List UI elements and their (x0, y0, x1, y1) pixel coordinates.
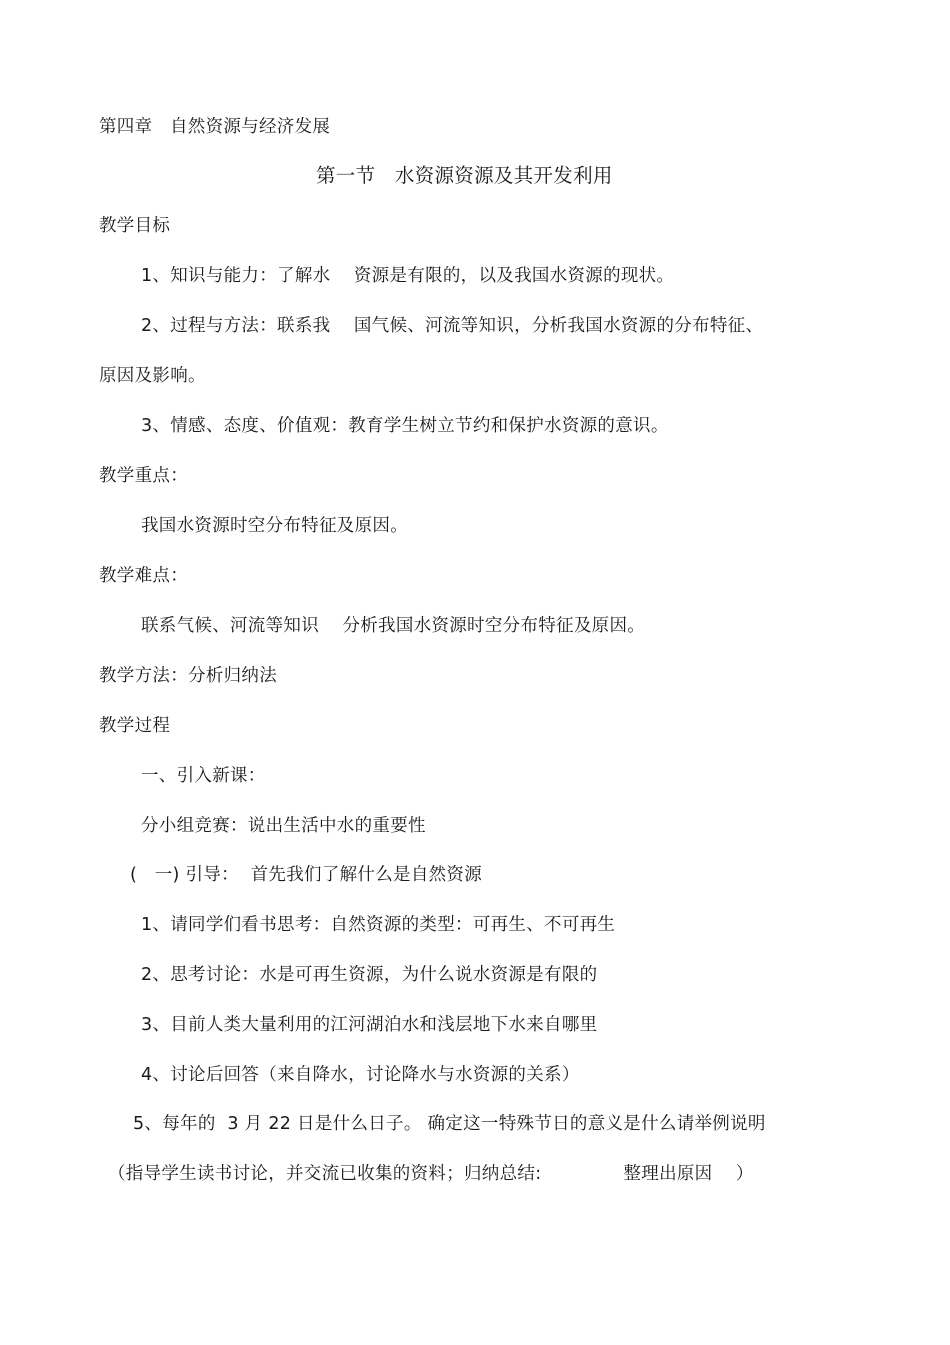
process-guide: ( 一) 引导： 首先我们了解什么是自然资源 (130, 865, 483, 885)
goal-knowledge: 1、知识与能力：了解水 资源是有限的，以及我国水资源的现状。 (141, 266, 675, 286)
teaching-goals-heading: 教学目标 (99, 216, 171, 236)
process-step-1: 1、请同学们看书思考：自然资源的类型：可再生、不可再生 (141, 915, 616, 935)
goal-attitude: 3、情感、态度、价值观：教育学生树立节约和保护水资源的意识。 (141, 416, 669, 436)
key-points-text: 我国水资源时空分布特征及原因。 (141, 516, 408, 536)
goal-process: 2、过程与方法：联系我 国气候、河流等知识，分析我国水资源的分布特征、 (141, 316, 764, 336)
section-title: 第一节 水资源资源及其开发利用 (316, 164, 613, 187)
goal-process-continued: 原因及影响。 (99, 366, 206, 386)
teaching-method: 教学方法：分析归纳法 (99, 666, 277, 686)
chapter-heading: 第四章 自然资源与经济发展 (99, 117, 331, 137)
process-step-2: 2、思考讨论：水是可再生资源，为什么说水资源是有限的 (141, 965, 598, 985)
process-intro: 一、引入新课： (141, 766, 266, 786)
teaching-process-heading: 教学过程 (99, 716, 171, 736)
difficulties-heading: 教学难点： (99, 566, 188, 586)
process-step-4: 4、讨论后回答（来自降水，讨论降水与水资源的关系） (141, 1065, 580, 1085)
process-step-5: 5、每年的 3 月 22 日是什么日子。 确定这一特殊节日的意义是什么请举例说明 (133, 1114, 766, 1134)
process-contest: 分小组竞赛：说出生活中水的重要性 (141, 816, 426, 836)
key-points-heading: 教学重点： (99, 466, 188, 486)
difficulties-text: 联系气候、河流等知识 分析我国水资源时空分布特征及原因。 (141, 616, 646, 636)
process-summary-note: （指导学生读书讨论，并交流已收集的资料；归纳总结: 整理出原因 ） (108, 1164, 754, 1184)
process-step-3: 3、目前人类大量利用的江河湖泊水和浅层地下水来自哪里 (141, 1015, 598, 1035)
